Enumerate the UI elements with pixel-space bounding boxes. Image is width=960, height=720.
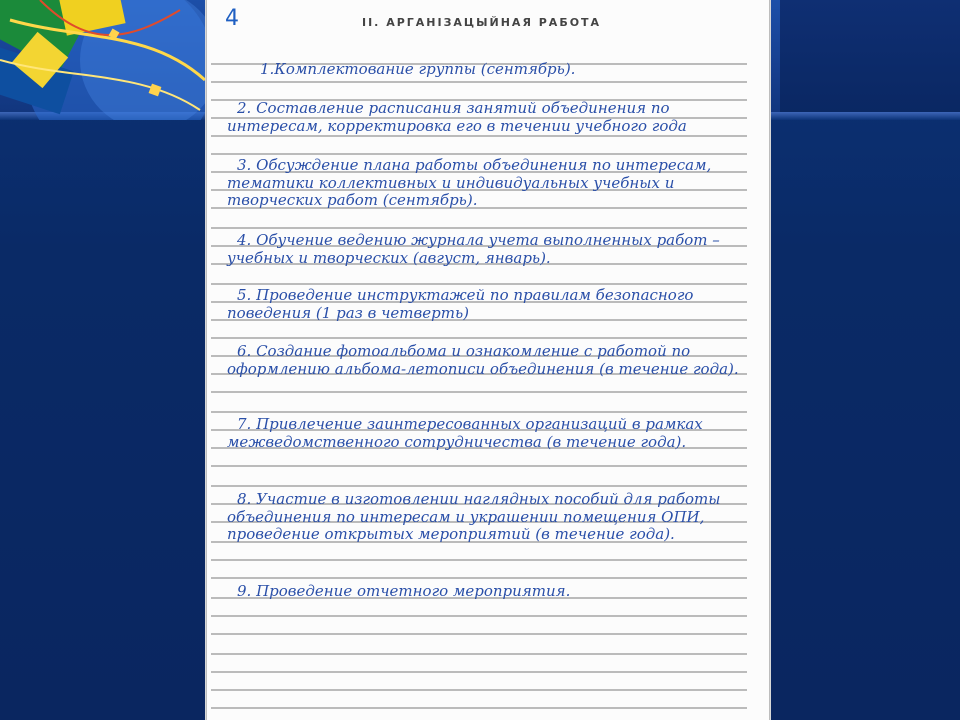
plan-item: 1.Комплектование группы (сентябрь). [260, 60, 576, 78]
plan-item: 3. Обсуждение плана работы объединения по интересам, тематики коллективных и индивидуальных учебных и творческих работ (сентябрь). [227, 156, 712, 209]
plan-item: 7. Привлечение заинтересованных организаций в рамках межведомственного сотрудничества (в течение года). [227, 415, 703, 451]
plan-item: 2. Составление расписания занятий объединения по интересам, корректировка его в течении учебного года [227, 99, 687, 135]
plan-item: 9. Проведение отчетного мероприятия. [237, 582, 571, 600]
plan-item: 6. Создание фотоальбома и ознакомление с работой по оформлению альбома-летописи объединения (в течение года). [227, 342, 739, 378]
plan-item: 4. Обучение ведению журнала учета выполненных работ – учебных и творческих (август, январь). [227, 231, 720, 267]
plan-item: 5. Проведение инструктажей по правилам безопасного поведения (1 раз в четверть) [227, 286, 694, 322]
header-right-panel [780, 0, 960, 118]
section-heading: II. АРГАНІЗАЦЫЙНАЯ РАБОТА [362, 16, 602, 29]
template-decoration [0, 0, 210, 120]
plan-item: 8. Участие в изготовлении наглядных пособий для работы объединения по интересам и украшении помещения ОПИ, проведение открытых мероприятий (в течение года). [227, 490, 721, 543]
page-number: 4 [225, 6, 239, 31]
scanned-page [206, 0, 770, 720]
